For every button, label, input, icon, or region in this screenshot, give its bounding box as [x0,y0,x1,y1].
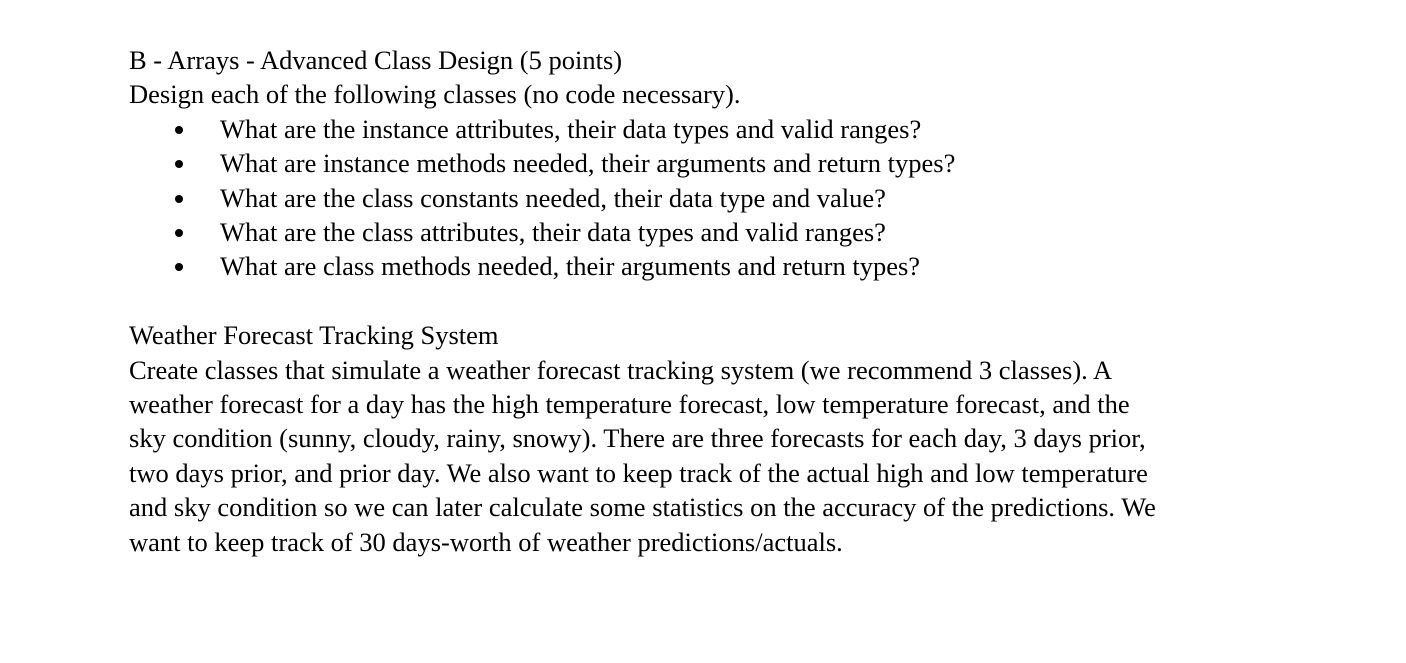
question-item [129,146,1349,180]
question-item [129,112,1349,146]
section-intro: Design each of the following classes (no code necessary). [129,79,741,110]
problem-title: Weather Forecast Tracking System [129,320,499,351]
document-page [129,43,1349,559]
problem-line: sky condition (sunny, cloudy, rainy, snowy). There are three forecasts for each day, 3 days prior, [129,423,1146,454]
problem-line: two days prior, and prior day. We also want to keep track of the actual high and low temperature [129,457,1148,488]
bullet-icon [175,160,183,168]
problem-line: Create classes that simulate a weather forecast tracking system (we recommend 3 classes). A [129,354,1113,385]
question-text: What are the instance attributes, their data types and valid ranges? [220,113,922,144]
question-item [129,215,1349,249]
question-text: What are instance methods needed, their arguments and return types? [220,148,956,179]
bullet-icon [175,195,183,203]
problem-line: weather forecast for a day has the high temperature forecast, low temperature forecast, and the [129,389,1130,420]
section-heading: B - Arrays - Advanced Class Design (5 points) [129,45,623,75]
question-item [129,181,1349,215]
bullet-icon [175,229,183,237]
question-text: What are class methods needed, their arguments and return types? [220,251,921,282]
paragraph-spacer [129,284,1349,318]
problem-line: and sky condition so we can later calculate some statistics on the accuracy of the predictions. We [129,492,1156,523]
bullet-icon [175,126,183,134]
problem-line: want to keep track of 30 days-worth of weather predictions/actuals. [129,526,843,557]
question-text: What are the class constants needed, their data type and value? [220,182,886,213]
question-item [129,249,1349,283]
question-text: What are the class attributes, their data types and valid ranges? [220,217,886,248]
bullet-icon [175,263,183,271]
question-list [129,112,1349,284]
